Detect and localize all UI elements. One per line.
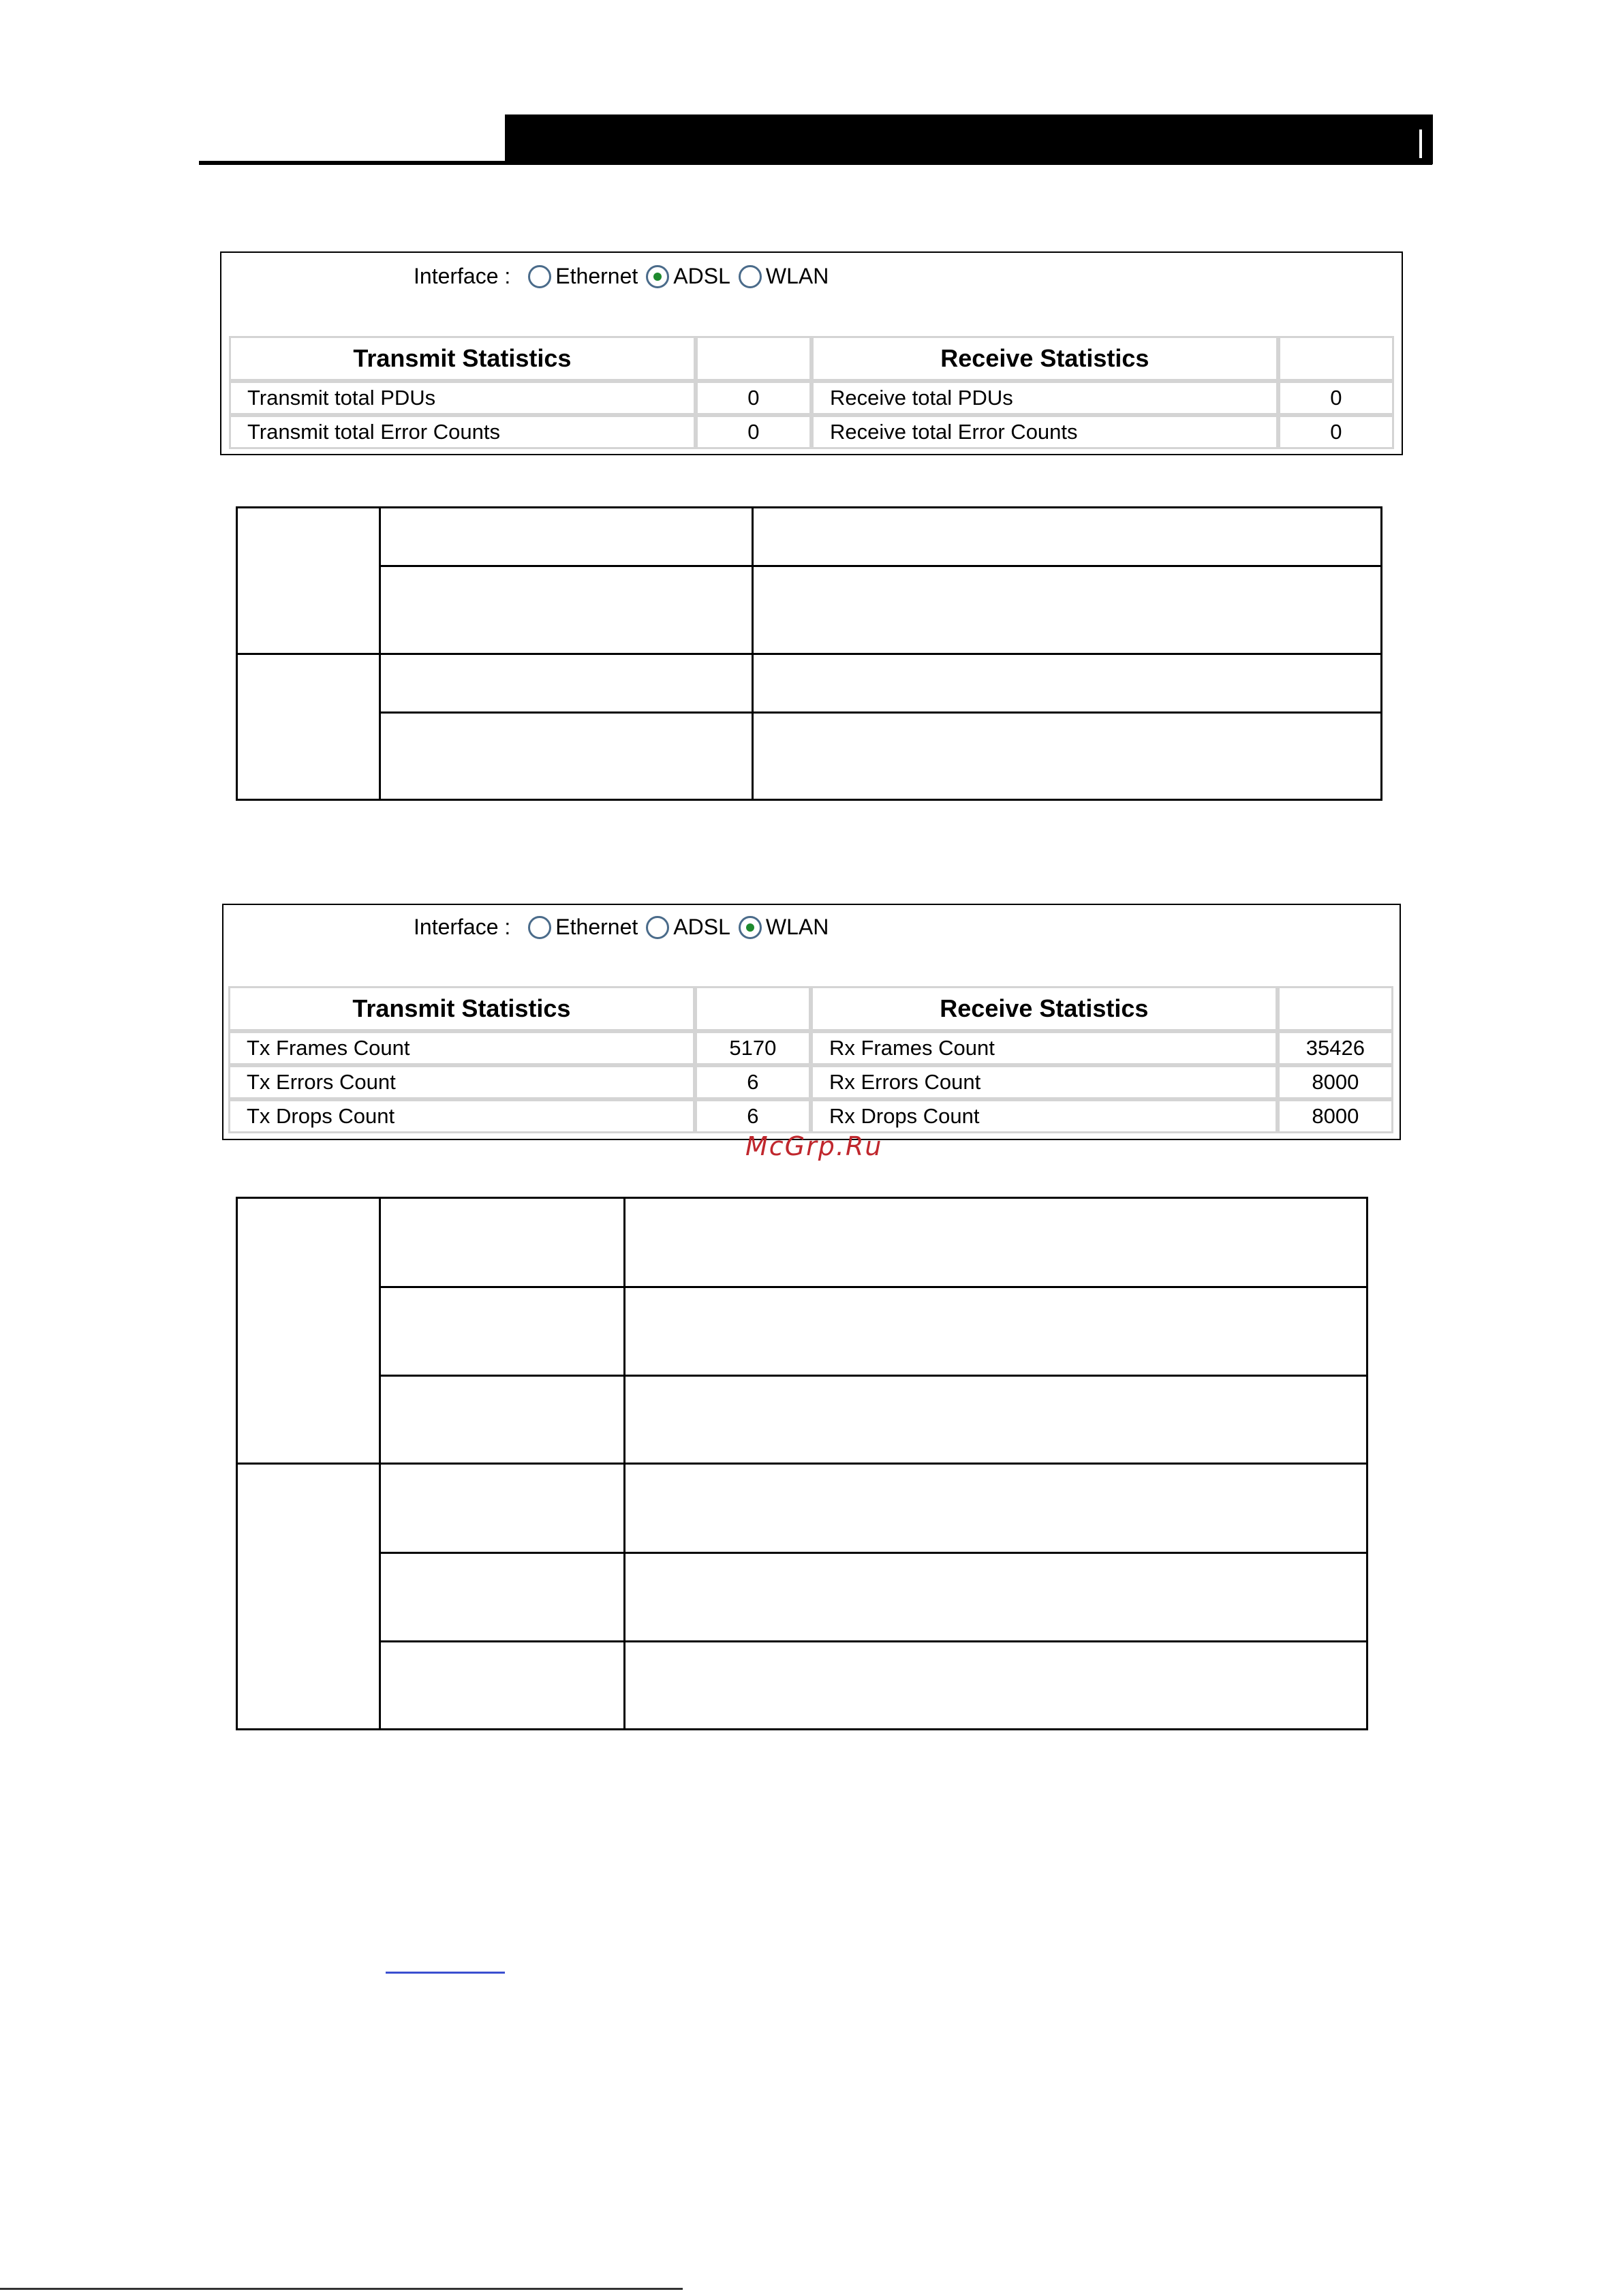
radio-wlan[interactable] — [739, 915, 829, 940]
radio-ethernet[interactable] — [528, 264, 638, 289]
table-row — [228, 1065, 1393, 1099]
wlan-statistics-panel — [222, 904, 1401, 1140]
radio-adsl[interactable] — [646, 915, 730, 940]
table-row — [229, 381, 1394, 415]
radio-adsl[interactable] — [646, 264, 730, 289]
rx-value: 8000 — [1278, 1099, 1393, 1133]
radio-button-checked-icon — [739, 916, 762, 939]
radio-label: Ethernet — [555, 915, 638, 939]
tx-label: Transmit total PDUs — [229, 381, 696, 415]
blank-header — [695, 986, 811, 1031]
table-row — [229, 415, 1394, 449]
tx-value: 6 — [695, 1065, 811, 1099]
tx-label: Transmit total Error Counts — [229, 415, 696, 449]
statistics-table — [229, 336, 1394, 449]
radio-label: WLAN — [765, 915, 829, 939]
tx-value: 5170 — [695, 1031, 811, 1065]
row-divider — [381, 1286, 1366, 1288]
header-tick — [1419, 129, 1422, 158]
table-header-row — [229, 336, 1394, 381]
radio-button-checked-icon — [646, 265, 669, 288]
radio-ethernet[interactable] — [528, 915, 638, 940]
rx-label: Receive total PDUs — [812, 381, 1278, 415]
row-divider — [381, 565, 1380, 567]
radio-label: Ethernet — [555, 264, 638, 288]
tx-value: 0 — [696, 415, 812, 449]
description-table-wlan — [236, 1197, 1368, 1730]
table-row — [228, 1099, 1393, 1133]
watermark: McGrp.Ru — [745, 1131, 883, 1161]
transmit-header: Transmit Statistics — [229, 336, 696, 381]
rx-value: 8000 — [1278, 1065, 1393, 1099]
adsl-statistics-panel — [220, 251, 1403, 455]
row-divider — [381, 1375, 1366, 1377]
statistics-table — [228, 986, 1393, 1133]
interface-selector — [414, 915, 837, 940]
rx-label: Rx Drops Count — [811, 1099, 1278, 1133]
radio-wlan[interactable] — [739, 264, 829, 289]
table-row — [228, 1031, 1393, 1065]
interface-selector — [414, 264, 837, 289]
radio-label: ADSL — [673, 264, 730, 288]
radio-button-icon — [528, 265, 551, 288]
hyperlink-underline[interactable] — [386, 1972, 505, 1974]
rx-value: 0 — [1278, 381, 1394, 415]
footer-rule — [0, 2288, 683, 2290]
blank-header — [696, 336, 812, 381]
interface-label: Interface : — [414, 264, 511, 288]
row-divider — [238, 1463, 1366, 1465]
radio-label: ADSL — [673, 915, 730, 939]
row-divider — [381, 711, 1380, 714]
rx-value: 35426 — [1278, 1031, 1393, 1065]
tx-value: 0 — [696, 381, 812, 415]
tx-label: Tx Frames Count — [228, 1031, 695, 1065]
radio-label: WLAN — [765, 264, 829, 288]
radio-button-icon — [739, 265, 762, 288]
rx-label: Receive total Error Counts — [812, 415, 1278, 449]
row-divider — [238, 653, 1380, 655]
receive-header: Receive Statistics — [811, 986, 1278, 1031]
rx-value: 0 — [1278, 415, 1394, 449]
row-divider — [381, 1640, 1366, 1642]
rx-label: Rx Errors Count — [811, 1065, 1278, 1099]
transmit-header: Transmit Statistics — [228, 986, 695, 1031]
receive-header: Receive Statistics — [812, 336, 1278, 381]
radio-button-icon — [646, 916, 669, 939]
row-divider — [381, 1552, 1366, 1554]
tx-label: Tx Drops Count — [228, 1099, 695, 1133]
interface-label: Interface : — [414, 915, 511, 939]
tx-value: 6 — [695, 1099, 811, 1133]
header-bar — [505, 114, 1433, 164]
radio-button-icon — [528, 916, 551, 939]
tx-label: Tx Errors Count — [228, 1065, 695, 1099]
description-table-adsl — [236, 506, 1382, 801]
rx-label: Rx Frames Count — [811, 1031, 1278, 1065]
blank-header — [1278, 986, 1393, 1031]
table-header-row — [228, 986, 1393, 1031]
blank-header — [1278, 336, 1394, 381]
